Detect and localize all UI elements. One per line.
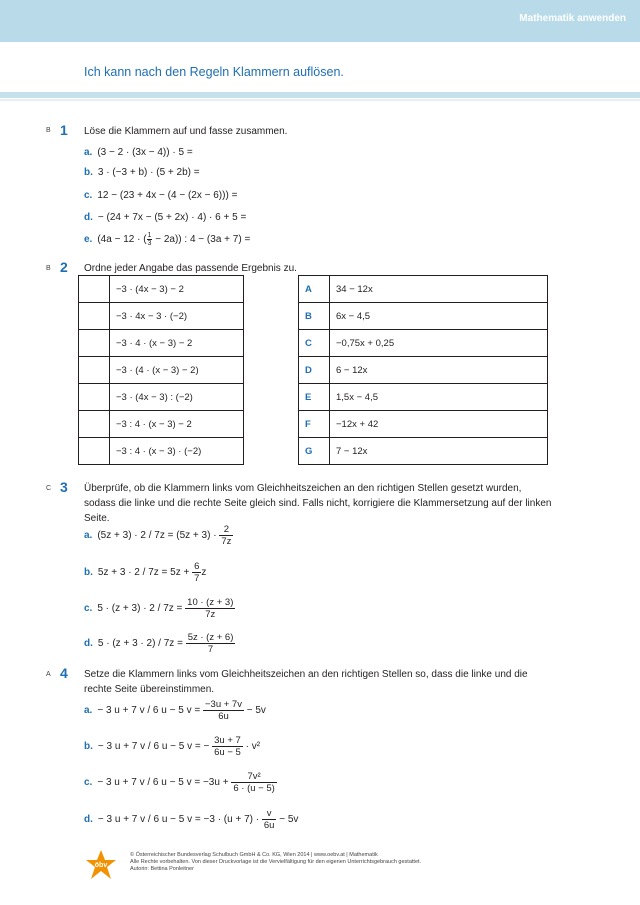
table-row xyxy=(79,384,244,411)
fraction-numerator: 7v² xyxy=(231,771,276,783)
item-expression: − (24 + 7x − (5 + 2x) · 4) · 6 + 5 = xyxy=(97,212,247,223)
task2-right-table xyxy=(298,275,548,465)
result-value: 1,5x − 4,5 xyxy=(330,384,548,411)
table-row xyxy=(299,330,548,357)
task4-level: A xyxy=(46,671,51,678)
task1-number: 1 xyxy=(60,122,68,138)
fraction-numerator: 5z · (z + 6) xyxy=(187,632,234,643)
fraction-numerator: 1 xyxy=(147,232,152,239)
expression-cell: −3 · (4x − 3) − 2 xyxy=(110,276,244,303)
item-letter: b. xyxy=(84,167,93,178)
item-letter: c. xyxy=(84,777,93,789)
result-value: 6x − 4,5 xyxy=(330,303,548,330)
item-letter: d. xyxy=(84,212,93,223)
table-row xyxy=(299,276,548,303)
answer-cell[interactable] xyxy=(79,438,110,465)
result-letter: C xyxy=(299,330,330,357)
result-value: 6 − 12x xyxy=(330,357,548,384)
item-post: − 5v xyxy=(279,814,299,826)
fraction-denominator: 6 · (u − 5) xyxy=(233,783,275,794)
task3-item-b xyxy=(84,561,206,584)
table-row xyxy=(79,438,244,465)
task3-number: 3 xyxy=(60,479,68,495)
fraction-denominator: 3 xyxy=(147,240,152,247)
expression-cell: −3 · (4x − 3) : (−2) xyxy=(110,384,244,411)
item-lhs: (5z + 3) · 2 / 7z = (5z + 3) · xyxy=(97,530,217,542)
expression-cell: −3 · 4 · (x − 3) − 2 xyxy=(110,330,244,357)
fraction-denominator: 7 xyxy=(194,573,200,584)
header-title: Mathematik anwenden xyxy=(519,13,626,24)
task1-instruction: Löse die Klammern auf und fasse zusammen. xyxy=(84,126,288,137)
fraction xyxy=(203,699,244,722)
fraction xyxy=(262,808,277,831)
table-row xyxy=(79,411,244,438)
task2-instruction: Ordne jeder Angabe das passende Ergebnis zu. xyxy=(84,263,297,274)
result-value: −12x + 42 xyxy=(330,411,548,438)
table-row xyxy=(299,303,548,330)
item-letter: d. xyxy=(84,814,93,826)
task4-item-a xyxy=(84,699,266,722)
task1-item-d xyxy=(84,212,246,223)
fraction-numerator: −3u + 7v xyxy=(204,699,242,710)
result-letter: E xyxy=(299,384,330,411)
fraction-denominator: 7z xyxy=(221,536,232,547)
item-expression: 3 · (−3 + b) · (5 + 2b) = xyxy=(97,167,200,178)
expression-cell: −3 : 4 · (x − 3) · (−2) xyxy=(110,438,244,465)
table-row xyxy=(299,384,548,411)
task4-item-d xyxy=(84,808,298,831)
task3-item-d xyxy=(84,632,235,655)
result-letter: A xyxy=(299,276,330,303)
item-lhs: − 3 u + 7 v / 6 u − 5 v = −3 · (u + 7) · xyxy=(97,814,260,826)
task3-instruction: Überprüfe, ob die Klammern links vom Gleichheitszeichen an den richtigen Stellen gesetzt wurden, sodass die linke und die rechte Seite gleich sind. Falls nicht, korrigiere die Klammersetzung auf der linken Seite. xyxy=(84,483,552,524)
fraction xyxy=(231,771,276,794)
logo-icon xyxy=(84,848,118,882)
item-lhs: − 3 u + 7 v / 6 u − 5 v = − xyxy=(97,741,210,753)
result-letter: D xyxy=(299,357,330,384)
task1-item-e xyxy=(84,232,250,247)
fraction xyxy=(219,524,233,547)
task1-level: B xyxy=(46,127,51,134)
table-row xyxy=(299,357,548,384)
expression-cell: −3 · 4x − 3 · (−2) xyxy=(110,303,244,330)
result-letter: B xyxy=(299,303,330,330)
fraction-numerator: 2 xyxy=(219,524,233,536)
fraction-denominator: 6u − 5 xyxy=(214,747,241,758)
task2-number: 2 xyxy=(60,259,68,275)
task4-number: 4 xyxy=(60,665,68,681)
task4-item-c xyxy=(84,771,277,794)
fraction-denominator: 6u xyxy=(263,820,275,831)
item-expression-pre: (4a − 12 · ( xyxy=(97,234,147,246)
answer-cell[interactable] xyxy=(79,411,110,438)
answer-cell[interactable] xyxy=(79,384,110,411)
expression-cell: −3 · (4 · (x − 3) − 2) xyxy=(110,357,244,384)
item-letter: a. xyxy=(84,147,93,158)
task4-item-b xyxy=(84,735,260,758)
publisher-logo xyxy=(84,848,118,882)
item-lhs: 5 · (z + 3) · 2 / 7z = xyxy=(97,603,183,615)
fraction-numerator: 3u + 7 xyxy=(214,735,241,746)
task3-item-a xyxy=(84,524,233,547)
subtitle-band xyxy=(0,92,640,98)
result-value: 34 − 12x xyxy=(330,276,548,303)
subtitle-band-light xyxy=(0,99,640,101)
task4-instruction: Setze die Klammern links vom Gleichheitszeichen an den richtigen Stellen so, dass die linke und die rechte Seite übereinstimmen. xyxy=(84,669,528,695)
page-subtitle: Ich kann nach den Regeln Klammern auflösen. xyxy=(84,65,344,79)
footer-copyright: © Österreichischer Bundesverlag Schulbuch GmbH & Co. KG, Wien 2014 | www.oebv.at | Mathematik xyxy=(130,852,378,858)
item-expression-post: − 2a)) : 4 − (3a + 7) = xyxy=(152,234,251,246)
answer-cell[interactable] xyxy=(79,330,110,357)
task3-level: C xyxy=(46,485,52,492)
item-lhs: 5z + 3 · 2 / 7z = 5z + xyxy=(97,567,190,579)
item-letter: d. xyxy=(84,638,93,650)
item-letter: b. xyxy=(84,567,93,579)
item-letter: c. xyxy=(84,190,93,201)
item-lhs: − 3 u + 7 v / 6 u − 5 v = xyxy=(97,705,201,717)
result-letter: F xyxy=(299,411,330,438)
item-post: z xyxy=(201,567,207,579)
answer-cell[interactable] xyxy=(79,357,110,384)
table-row xyxy=(79,276,244,303)
item-lhs: 5 · (z + 3 · 2) / 7z = xyxy=(97,638,183,650)
fraction xyxy=(186,632,236,655)
task2-level: B xyxy=(46,265,51,272)
table-row xyxy=(79,330,244,357)
footer-author: Autorin: Bettina Ponleitner xyxy=(130,866,194,872)
table-row xyxy=(79,303,244,330)
table-row xyxy=(299,411,548,438)
footer-rights: Alle Rechte vorbehalten. Von dieser Druckvorlage ist die Vervielfältigung für den eigenen Unterrichtsgebrauch gestattet. xyxy=(130,859,422,865)
fraction-numerator: v xyxy=(262,808,277,820)
fraction-denominator: 7 xyxy=(207,644,214,655)
result-value: 7 − 12x xyxy=(330,438,548,465)
task1-item-b xyxy=(84,167,200,178)
result-value: −0,75x + 0,25 xyxy=(330,330,548,357)
item-lhs: − 3 u + 7 v / 6 u − 5 v = −3u + xyxy=(97,777,229,789)
task2-left-table xyxy=(78,275,244,465)
fraction xyxy=(212,735,243,758)
fraction-denominator: 6u xyxy=(218,711,229,722)
result-letter: G xyxy=(299,438,330,465)
footer-text xyxy=(130,852,421,873)
fraction-numerator: 10 · (z + 3) xyxy=(187,597,234,608)
logo-text: öbv xyxy=(94,862,108,869)
table-row xyxy=(299,438,548,465)
item-letter: c. xyxy=(84,603,93,615)
item-letter: a. xyxy=(84,705,93,717)
table-row xyxy=(79,357,244,384)
answer-cell[interactable] xyxy=(79,276,110,303)
task3-item-c xyxy=(84,597,235,620)
answer-cell[interactable] xyxy=(79,303,110,330)
task1-item-c xyxy=(84,190,237,201)
fraction xyxy=(185,597,235,620)
task1-item-a xyxy=(84,147,193,158)
item-expression: 12 − (23 + 4x − (4 − (2x − 6))) = xyxy=(97,190,238,201)
item-post: − 5v xyxy=(246,705,266,717)
item-letter: a. xyxy=(84,530,93,542)
item-letter: e. xyxy=(84,234,93,246)
item-expression: (3 − 2 · (3x − 4)) · 5 = xyxy=(97,147,193,158)
item-letter: b. xyxy=(84,741,93,753)
expression-cell: −3 : 4 · (x − 3) − 2 xyxy=(110,411,244,438)
fraction-denominator: 7z xyxy=(205,609,216,620)
fraction-numerator: 6 xyxy=(194,561,200,572)
item-post: · v² xyxy=(245,741,261,753)
